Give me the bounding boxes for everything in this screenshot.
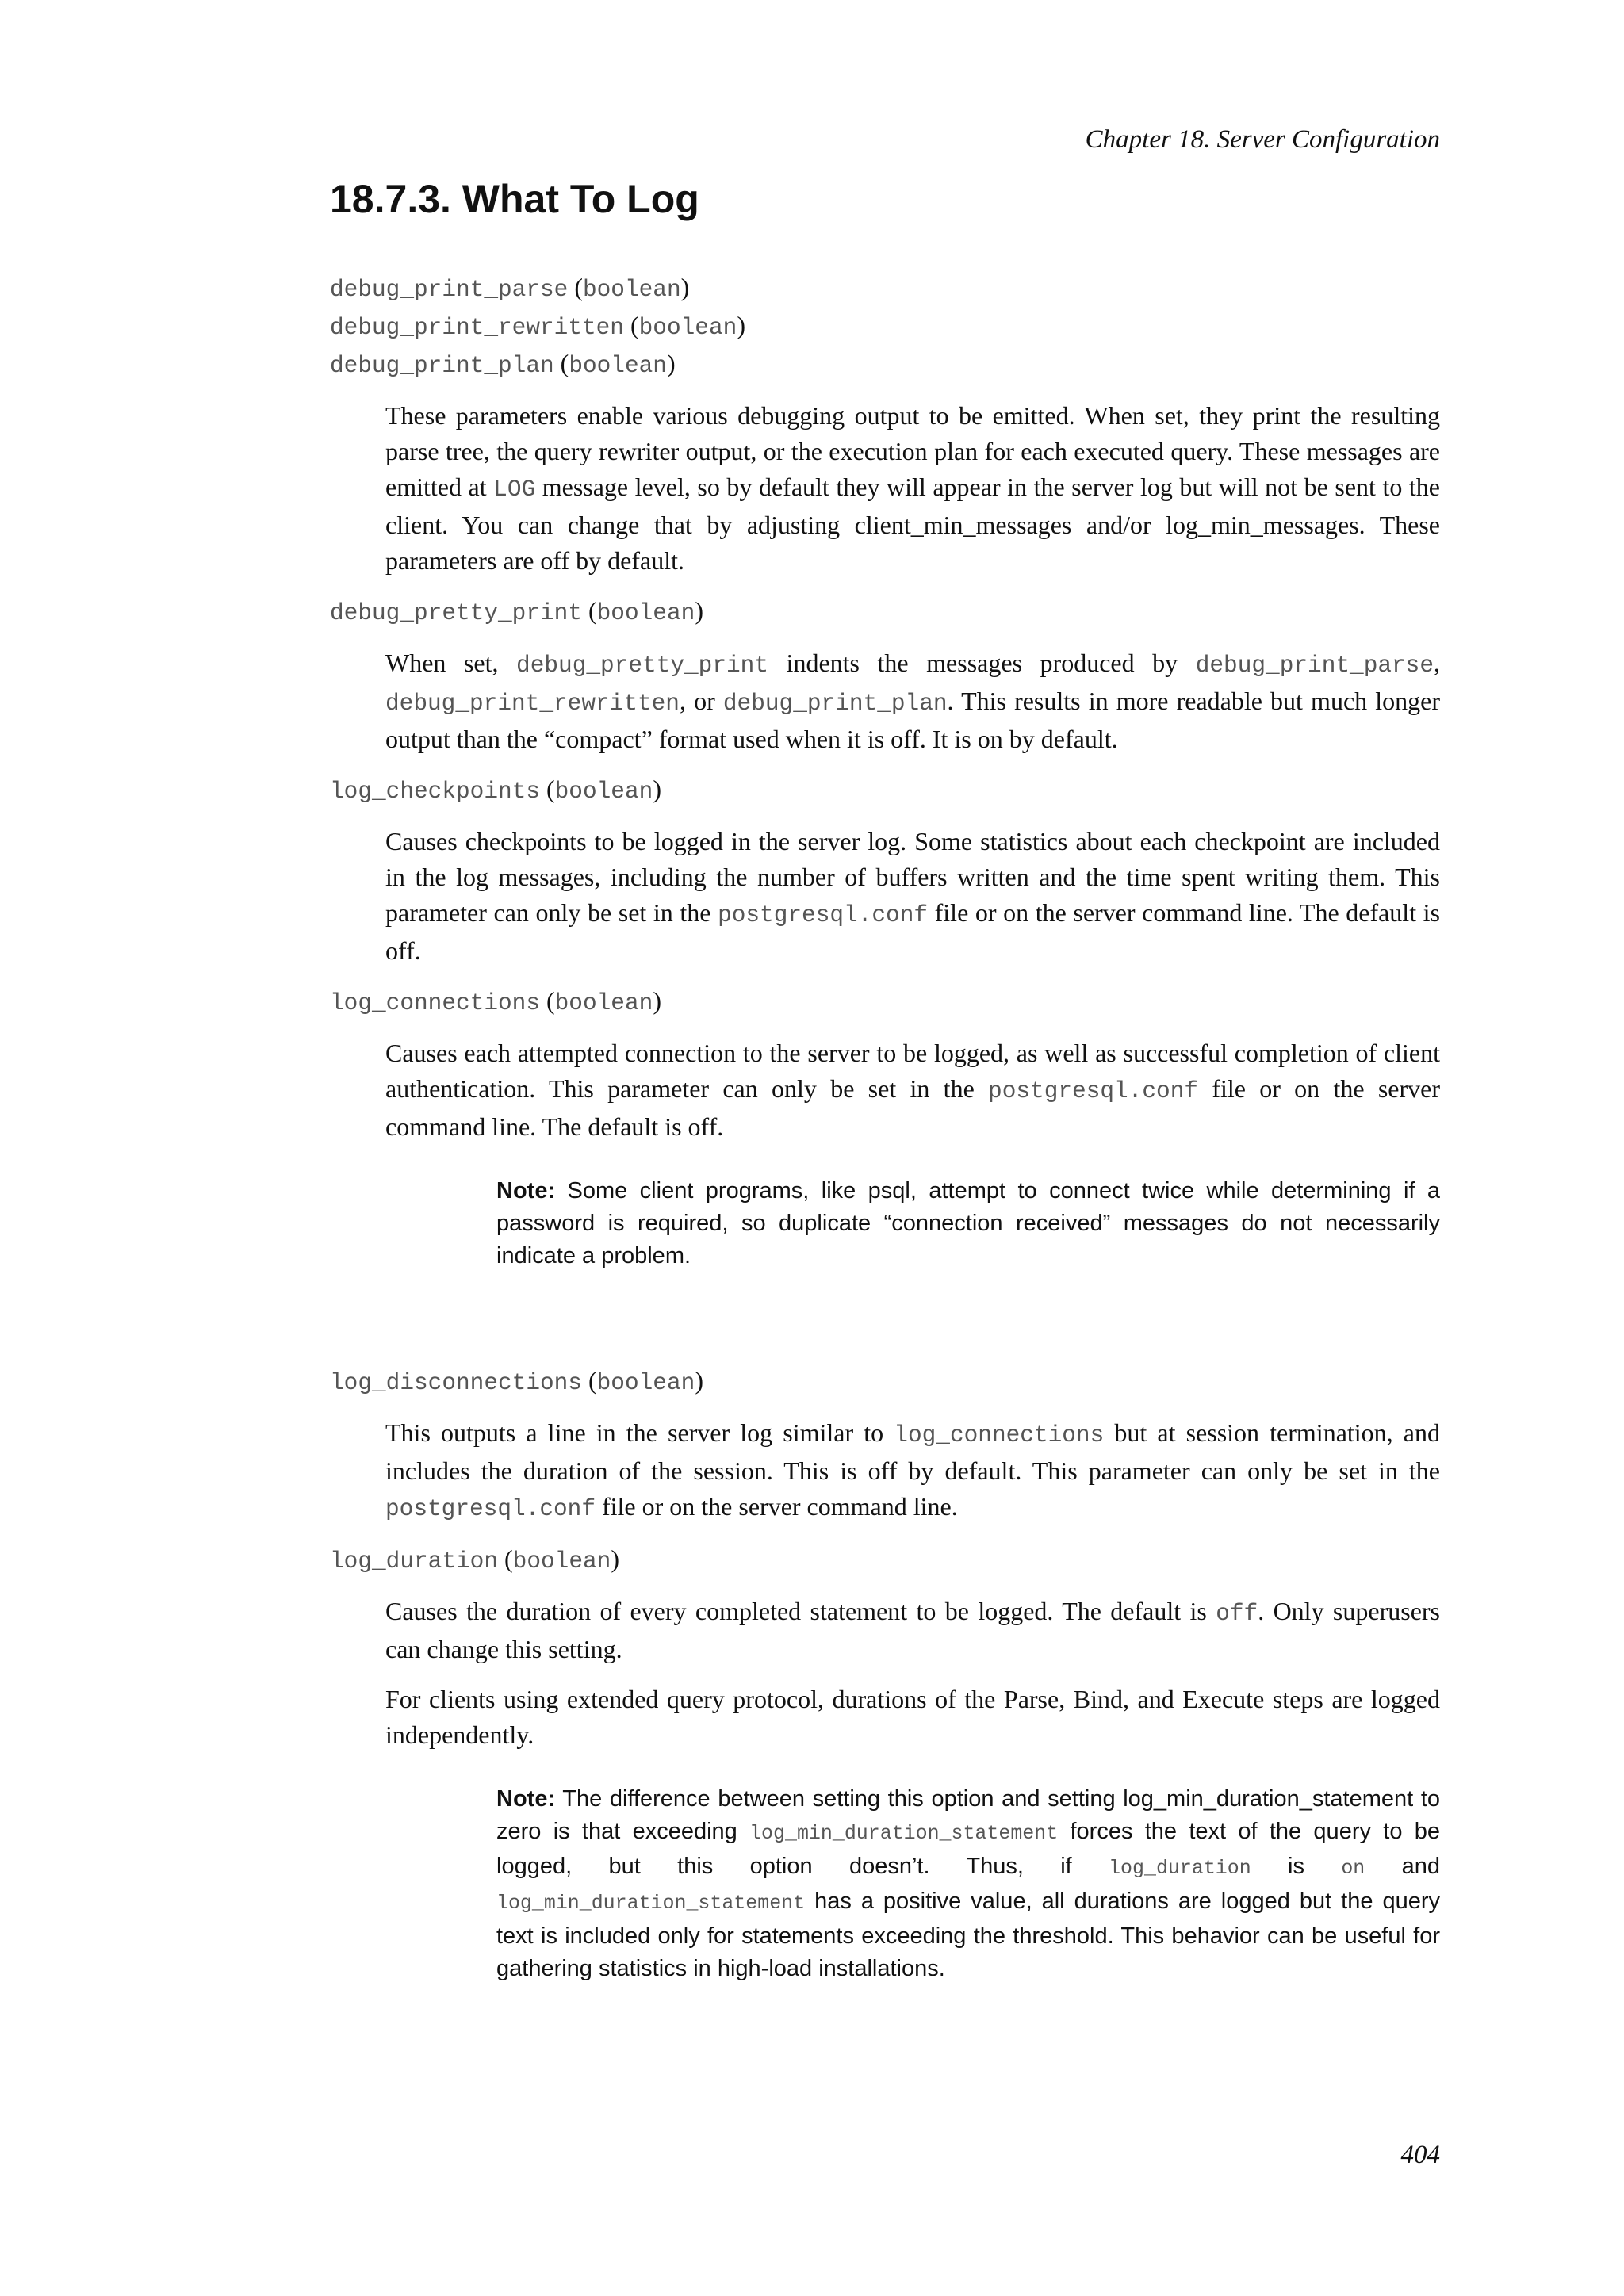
entry-debug-pretty-print <box>330 593 1440 757</box>
parameter-name: debug_print_plan <box>330 352 554 379</box>
page-number: 404 <box>1400 2141 1440 2169</box>
note-label: Note: <box>496 1786 556 1812</box>
paragraph: Causes each attempted connection to the server to be logged, as well as successful completion of client authentication. This parameter can only be set in the postgresql.conf file or on the server command line. The default is off. <box>385 1039 1440 1141</box>
parameter-type: boolean <box>512 1548 611 1575</box>
note-text: Some client programs, like psql, attempt to connect twice while determining if a password is required, so duplicate “connection received” messages do not necessarily indicate a problem. <box>496 1178 1440 1269</box>
parameter-type: boolean <box>638 314 737 341</box>
spacer <box>330 1287 1440 1363</box>
term-log-duration: log_duration (boolean) <box>330 1544 619 1575</box>
entry-log-checkpoints <box>330 771 1440 969</box>
parameter-name: debug_print_parse <box>330 276 569 303</box>
entry-log-duration <box>330 1541 1440 1985</box>
paragraph: Causes the duration of every completed statement to be logged. The default is off. Only superusers can change this setting. <box>385 1597 1441 1663</box>
note-box <box>496 1175 1440 1272</box>
parameter-type: boolean <box>569 352 667 379</box>
paragraph: For clients using extended query protocol, durations of the Parse, Bind, and Execute steps are logged independently. <box>385 1685 1440 1749</box>
term-debug-print-parse: debug_print_parse (boolean) <box>330 273 690 303</box>
term-log-disconnections: log_disconnections (boolean) <box>330 1366 703 1396</box>
paragraph: Causes checkpoints to be logged in the server log. Some statistics about each checkpoint are included in the log messages, including the number of buffers written and the time spent writing them. This parameter can only be set in the postgresql.conf file or on the server command line. The default is off. <box>385 827 1441 965</box>
description <box>385 1415 1440 1527</box>
note-box: Note: The difference between setting this option and setting log_min_duration_statement to zero is that exceeding log_min_duration_statement forces the text of the query to be logged, but this option doesn’t. Thus, if log_duration is on and log_min_duration_statement has a positive value, all durations are logged but the query text is included only for statements exceeding the threshold. This behavior can be useful for gathering statistics in high-load installations. <box>496 1786 1440 1981</box>
parameter-type: boolean <box>596 599 695 626</box>
parameter-name: debug_pretty_print <box>330 599 582 626</box>
section-title: 18.7.3. What To Log <box>330 177 699 221</box>
description <box>385 824 1440 969</box>
description <box>385 1594 1440 1985</box>
parameter-name: debug_print_rewritten <box>330 314 624 341</box>
parameter-type: boolean <box>554 989 653 1016</box>
parameter-name: log_checkpoints <box>330 778 540 805</box>
note-label: Note: <box>496 1178 556 1203</box>
parameter-type: boolean <box>554 778 653 805</box>
term-debug-pretty-print: debug_pretty_print (boolean) <box>330 596 703 626</box>
parameter-name: log_disconnections <box>330 1369 582 1396</box>
parameter-name: log_connections <box>330 989 540 1016</box>
running-header: Chapter 18. Server Configuration <box>1085 125 1440 154</box>
term-debug-print-rewritten: debug_print_rewritten (boolean) <box>330 311 745 341</box>
description <box>385 645 1440 757</box>
entry-log-disconnections <box>330 1363 1440 1527</box>
entry-debug-print <box>330 270 1440 579</box>
page-content <box>330 270 1440 1999</box>
paragraph: When set, debug_pretty_print indents the messages produced by debug_print_parse, debug_print_rewritten, or debug_print_plan. This results in more readable but much longer output than the “compact” format used when it is off. It is on by default. <box>385 649 1441 753</box>
entry-log-connections <box>330 983 1440 1272</box>
parameter-type: boolean <box>596 1369 695 1396</box>
term-log-checkpoints: log_checkpoints (boolean) <box>330 775 661 805</box>
parameter-type: boolean <box>582 276 681 303</box>
description <box>385 398 1440 579</box>
term-debug-print-plan: debug_print_plan (boolean) <box>330 349 676 379</box>
paragraph: These parameters enable various debugging output to be emitted. When set, they print the resulting parse tree, the query rewriter output, or the execution plan for each executed query. These messages are emitted at LOG message level, so by default they will appear in the server log but will not be sent to the client. You can change that by adjusting client_min_messages and/or log_min_messages. These parameters are off by default. <box>385 401 1441 575</box>
description <box>385 1035 1440 1272</box>
parameter-name: log_duration <box>330 1548 498 1575</box>
paragraph: This outputs a line in the server log similar to log_connections but at session termination, and includes the duration of the session. This is off by default. This parameter can only be set in the postgresql.conf file or on the server command line. <box>385 1418 1441 1522</box>
term-log-connections: log_connections (boolean) <box>330 986 661 1016</box>
